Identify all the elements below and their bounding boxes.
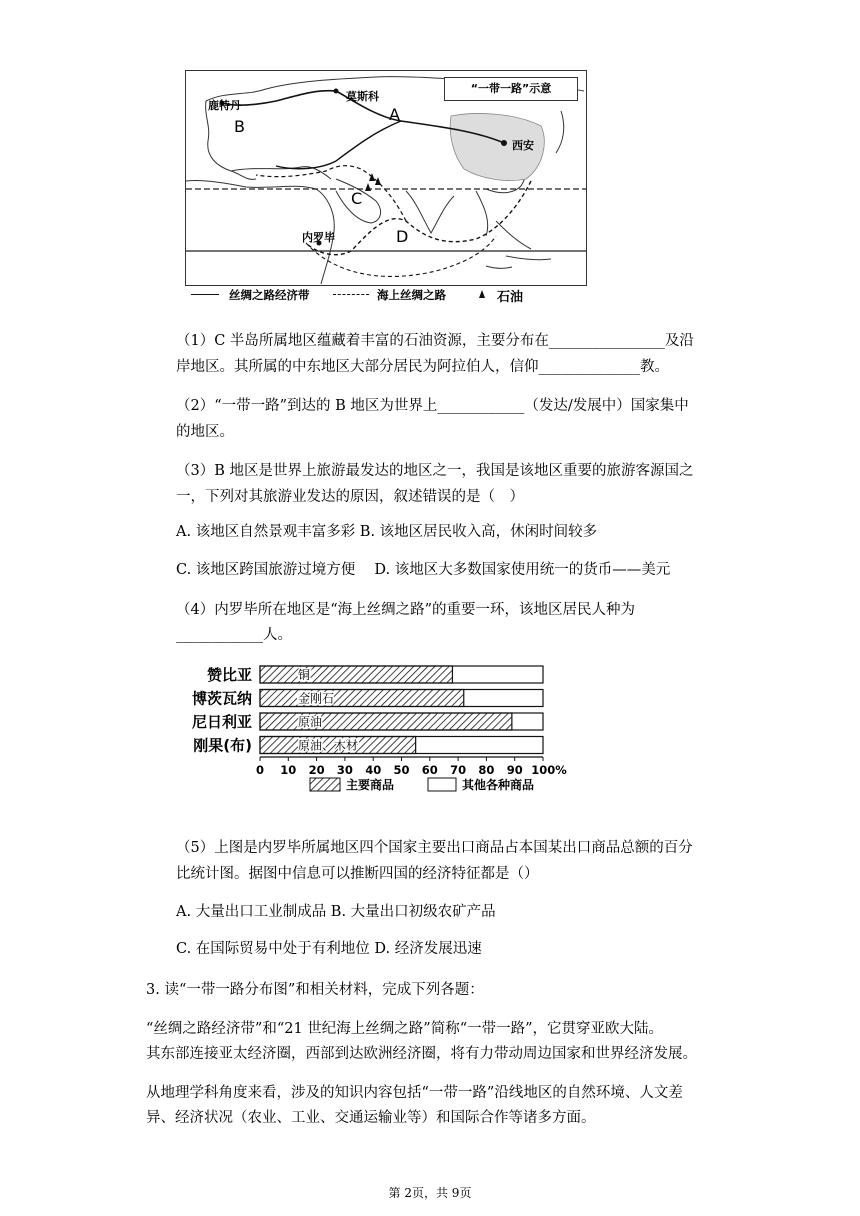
- q4-line2: ____________人。: [176, 627, 292, 643]
- q5-options-ab: A. 大量出口工业制成品 B. 大量出口初级农矿产品: [176, 904, 496, 920]
- q5-line2: 比统计图。据图中信息可以推断四国的经济特征都是（）: [176, 866, 539, 882]
- bar-main-commodity: [260, 690, 464, 707]
- label-region-c: C: [351, 189, 363, 208]
- x-tick-label: 0: [255, 763, 265, 777]
- label-region-d: D: [396, 227, 409, 246]
- q5-line1: （5）上图是内罗毕所属地区四个国家主要出口商品占本国某出口商品总额的百分: [176, 840, 693, 856]
- legend-land-line: [191, 294, 219, 295]
- section3-para1-line1: “丝绸之路经济带”和“21 世纪海上丝绸之路”简称“一带一路”，它贯穿亚欧大陆。: [146, 1021, 664, 1037]
- bar-label: 铜: [298, 668, 311, 682]
- q3-options-ab: A. 该地区自然景观丰富多彩 B. 该地区居民收入高，休闲时间较多: [176, 524, 598, 540]
- x-tick-label: 30: [336, 763, 353, 777]
- x-tick-label: 100%: [531, 763, 567, 777]
- x-tick-label: 10: [280, 763, 297, 777]
- section3-para2-line1: 从地理学科角度来看，涉及的知识内容包括“一带一路”沿线地区的自然环境、人文差: [146, 1085, 683, 1101]
- label-nairobi: 内罗毕: [302, 231, 335, 244]
- oil-icon: [479, 290, 485, 298]
- q3-options-cd: C. 该地区跨国旅游过境方便 D. 该地区大多数国家使用统一的货币——美元: [176, 562, 671, 578]
- q1-line1: （1）C 半岛所属地区蕴藏着丰富的石油资源，主要分布在________________及沿: [176, 333, 694, 349]
- category-label: 刚果(布): [193, 736, 252, 755]
- section3-para2-line2: 异、经济状况（农业、工业、交通运输业等）和国际合作等诸多方面。: [146, 1110, 596, 1126]
- label-moscow: 莫斯科: [346, 90, 379, 103]
- section3-para1-line2: 其东部连接亚太经济圈，西部到达欧洲经济圈，将有力带动周边国家和世界经济发展。: [146, 1046, 697, 1062]
- legend-label-main: 主要商品: [346, 778, 395, 792]
- label-rotterdam: 鹿特丹: [208, 99, 241, 112]
- q4-line1: （4）内罗毕所在地区是“海上丝绸之路”的重要一环，该地区居民人种为: [176, 602, 636, 618]
- bar-label: 原油、木材: [298, 738, 359, 753]
- bar-main-commodity: [260, 666, 452, 683]
- x-tick-label: 60: [421, 763, 438, 777]
- x-tick-label: 70: [450, 763, 467, 777]
- q2-line2: 的地区。: [176, 424, 234, 440]
- legend-sea-label: 海上丝绸之路: [377, 288, 446, 302]
- label-region-b: B: [234, 117, 245, 136]
- belt-road-map: [185, 70, 587, 286]
- section3-heading: 3. 读“一带一路分布图”和相关材料，完成下列各题：: [146, 982, 484, 998]
- q2-line1: （2）“一带一路”到达的 B 地区为世界上____________（发达/发展中）国家集中: [176, 398, 689, 414]
- q3-line1: （3）B 地区是世界上旅游最发达的地区之一，我国是该地区重要的旅游客源国之: [176, 463, 694, 479]
- category-label: 博茨瓦纳: [191, 689, 252, 708]
- bar-label: 金刚石: [298, 691, 335, 706]
- label-region-a: A: [389, 105, 400, 124]
- export-bar-chart: [170, 662, 570, 812]
- x-tick-label: 40: [365, 763, 382, 777]
- category-label: 尼日利亚: [191, 713, 252, 731]
- legend-sea-line: [333, 294, 369, 295]
- bar-label: 原油: [298, 715, 323, 729]
- q1-line2: 岸地区。其所属的中东地区大部分居民为阿拉伯人，信仰______________教。: [176, 359, 669, 375]
- map-title: “一带一路”示意: [444, 77, 578, 101]
- q5-options-cd: C. 在国际贸易中处于有利地位 D. 经济发展迅速: [176, 941, 482, 957]
- x-tick-label: 50: [393, 763, 410, 777]
- legend-land-label: 丝绸之路经济带: [229, 288, 310, 302]
- category-label: 赞比亚: [206, 666, 252, 684]
- map-drawing: [186, 71, 586, 285]
- q3-line2: 一，下列对其旅游业发达的原因，叙述错误的是（ ）: [176, 489, 524, 505]
- legend-label-other: 其他各种商品: [462, 778, 535, 792]
- legend-swatch-other: [428, 778, 456, 791]
- x-tick-label: 80: [478, 763, 495, 777]
- x-tick-label: 90: [506, 763, 523, 777]
- legend-oil-label: 石油: [497, 290, 524, 305]
- map-legend: [185, 286, 587, 304]
- page-footer: 第 2页，共 9页: [388, 1186, 472, 1200]
- x-tick-label: 20: [308, 763, 325, 777]
- legend-swatch-main: [310, 778, 340, 791]
- label-xian: 西安: [512, 139, 534, 152]
